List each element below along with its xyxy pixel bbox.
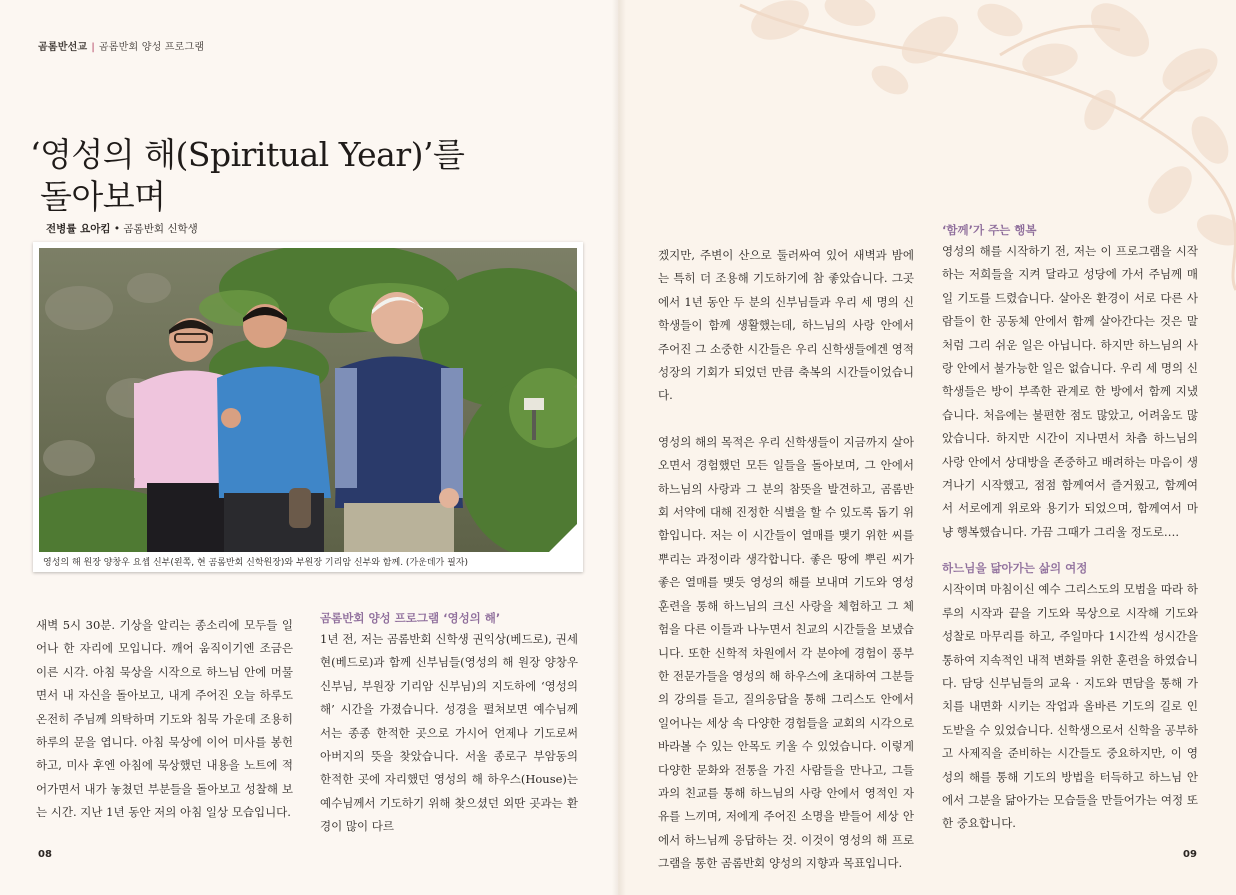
page-number-left: 08 bbox=[38, 849, 52, 860]
col2-subheading: 곰롬반회 양성 프로그램 ‘영성의 해’ bbox=[320, 611, 501, 625]
photo-frame bbox=[33, 242, 583, 572]
author-role: 곰롬반회 신학생 bbox=[123, 223, 198, 235]
header-separator: | bbox=[91, 42, 95, 53]
paragraph-gap bbox=[658, 408, 914, 431]
article-title bbox=[30, 134, 464, 218]
page-gutter bbox=[612, 0, 626, 895]
group-photo bbox=[39, 248, 577, 552]
col4-subheading-2: 하느님을 닮아가는 삶의 여정 bbox=[942, 561, 1088, 576]
col2-paragraph-1: 1년 전, 저는 곰롬반회 신학생 권익상(베드로), 권세현(베드로)과 함께 신부님들(영성의 해 원장 양창우 신부님, 부원장 기리암 신부님)의 지도하에 ‘영성의 해’ 시간을 가졌습니다. 성경을 펼쳐보면 예수님께서는 종종 한적한 곳으로 가시어 언제나 기도로써 아버지의 뜻을 찾았습니다. 서울 종로구 부암동의 한적한 곳에 자리했던 영성의 해 하우스(House)는 예수님께서 기도하기 위해 찾으셨던 외딴 곳과는 환경이 많이 다르 bbox=[320, 632, 578, 834]
section-name: 곰롬반선교 bbox=[38, 42, 88, 53]
col4-paragraph-2: 시작이며 마침이신 예수 그리스도의 모범을 따라 하루의 시작과 끝을 기도와 묵상으로 시작해 기도와 성찰로 마무리를 하고, 주일마다 1시간씩 성시간을 통하여 지속적인 내적 변화를 위한 훈련을 하였습니다. 담당 신부님들의 교육 · 지도와 면담을 통해 가치를 내면화 시키는 작업과 올바른 기도의 길로 인도받을 수 있었습니다. 신학생으로서 신학을 공부하고 사제직을 준비하는 시간들도 중요하지만, 이 영성의 해를 통해 기도의 방법을 터득하고 하느님 안에서 그분을 닮아가는 모습들을 만들어가는 여정 또한 중요합니다. bbox=[942, 582, 1198, 831]
body-column-2 bbox=[320, 611, 578, 839]
running-header bbox=[38, 38, 204, 53]
title-line-2: 돌아보며 bbox=[40, 177, 166, 217]
photo-caption: 영성의 해 원장 양창우 요셉 신부(왼쪽, 현 곰롬반회 신학원장)와 부원장 기리암 신부와 함께. (가운데가 필자) bbox=[43, 558, 468, 568]
byline-bullet: • bbox=[113, 223, 121, 235]
col4-paragraph-1: 영성의 해를 시작하기 전, 저는 이 프로그램을 시작하는 저희들을 지켜 달라고 성당에 가서 주님께 매일 기도를 드렸습니다. 살아온 환경이 서로 다른 사람들이 한 공동체 안에서 함께 살아간다는 것은 말처럼 그리 쉬운 일은 아닙니다. 하지만 하느님의 사랑 안에서 불가능한 일은 없습니다. 우리 세 명의 신학생들은 방이 부족한 관계로 한 방에서 함께 지냈습니다. 처음에는 불편한 점도 많았고, 어려움도 많았습니다. 하지만 시간이 지나면서 차츰 하느님의 사랑 안에서 상대방을 존중하고 배려하는 마음이 생겨나기 시작했고, 점점 함께여서 즐거웠고, 함께여서 서로에게 위로와 용기가 되었으며, 함께여서 마냥 행복했습니다. 가끔 그때가 그리울 정도로…. bbox=[942, 244, 1198, 539]
col3-paragraph-2: 영성의 해의 목적은 우리 신학생들이 지금까지 살아오면서 경험했던 모든 일들을 돌아보며, 그 안에서 하느님의 사랑과 그 분의 참뜻을 발견하고, 곰롬반회 서약에 대해 진정한 식별을 할 수 있도록 돕기 위함입니다. 저는 이 시간들이 열매를 맺기 위한 씨를 뿌리는 과정이라 생각합니다. 좋은 땅에 뿌린 씨가 좋은 열매를 맺듯 영성의 해를 보내며 기도와 영성 훈련을 통해 하느님의 크신 사랑을 체험하고 그 체험을 다른 이들과 나누면서 친교의 시간들을 보냈습니다. 또한 신학적 차원에서 각 분야에 경험이 풍부한 전문가들을 영성의 해 하우스에 초대하여 그분들의 강의를 듣고, 질의응답을 통해 그리스도 안에서 일어나는 세상 속 다양한 경험들을 교회의 시각으로 바라볼 수 있는 안목도 키울 수 있었습니다. 이렇게 다양한 문화와 전통을 가진 사람들을 만나고, 그들과의 친교를 통해 하느님의 사랑 안에서 영적인 자유를 느끼며, 저에게 주어진 소명을 받들어 세상 안에서 하느님께 응답하는 것. 이것이 영성의 해 프로그램을 통한 곰롬반회 양성의 지향과 목표입니다. bbox=[658, 434, 914, 871]
author-name: 전병률 요아킴 bbox=[46, 223, 111, 235]
body-column-3 bbox=[658, 244, 914, 876]
col4-subheading-1: ‘함께’가 주는 행복 bbox=[942, 223, 1037, 237]
col3-paragraph-1: 겠지만, 주변이 산으로 둘러싸여 있어 새벽과 밤에는 특히 더 조용해 기도하기에 참 좋았습니다. 그곳에서 1년 동안 두 분의 신부님들과 우리 세 명의 신학생들이 함께 생활했는데, 하느님의 사랑 안에서 주어진 그 소중한 시간들은 우리 신학생들에겐 영적 성장의 기회가 되었던 만큼 축복의 시간들이었습니다. bbox=[658, 248, 914, 403]
page-number-right: 09 bbox=[1183, 849, 1197, 860]
title-line-1: ‘영성의 해(Spiritual Year)’를 bbox=[30, 135, 465, 175]
body-column-4 bbox=[942, 223, 1198, 836]
body-column-1 bbox=[36, 614, 293, 825]
col1-paragraph-1: 새벽 5시 30분. 기상을 알리는 종소리에 모두들 일어나 한 자리에 모입니다. 깨어 움직이기엔 조금은 이른 시각. 아침 묵상을 시작으로 하느님 안에 머물면서 내 자신을 돌아보고, 내게 주어진 오늘 하루도 온전히 주님께 의탁하며 기도와 침묵 가운데 조용히 하루의 문을 엽니다. 아침 묵상에 이어 미사를 봉헌하고, 미사 후엔 아침에 묵상했던 내용을 노트에 적어가면서 내가 놓쳤던 부분들을 돌아보고 성찰해 보는 시간. 지난 1년 동안 저의 아침 일상 모습입니다. bbox=[36, 618, 293, 820]
program-name: 곰롬반회 양성 프로그램 bbox=[98, 42, 205, 53]
byline bbox=[46, 221, 198, 236]
paragraph-gap bbox=[942, 544, 1198, 558]
